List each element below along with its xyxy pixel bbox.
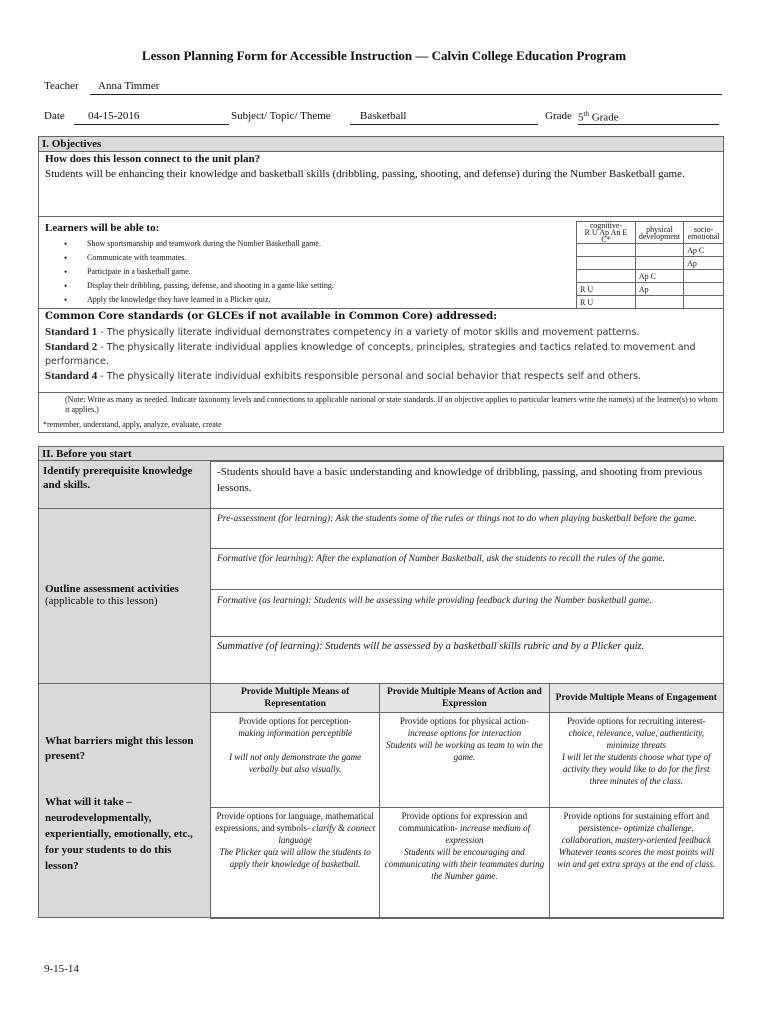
grade-field[interactable] xyxy=(578,110,719,125)
barriers-label-cell xyxy=(38,683,211,918)
objective-item: • Apply the knowledge they have learned in a Plicker quiz. xyxy=(39,293,579,307)
take-label: What will it take – neurodevelopmentally, experientially, emotionally, etc., for your students to do this lesson? xyxy=(45,796,193,872)
prereq-label: Identify prerequisite knowledge and skills. xyxy=(43,465,193,491)
subject-value: Basketball xyxy=(360,110,407,122)
objectives-section xyxy=(38,136,724,433)
teacher-value: Anna Timmer xyxy=(98,80,160,92)
objectives-footnote: *remember, understand, apply, analyze, evaluate, create xyxy=(43,420,222,429)
grade-suffix: Grade xyxy=(591,111,619,124)
tax-cell: Ap xyxy=(635,283,683,296)
objective-item: • Show sportsmanship and teamwork during the Number Basketball game. xyxy=(39,237,579,251)
teacher-label: Teacher xyxy=(44,80,79,92)
tax-cell xyxy=(577,270,636,283)
taxonomy-table xyxy=(576,221,724,309)
grade-sup: th xyxy=(583,110,589,118)
udl-cell: Provide options for recruiting interest- choice, relevance, value, authenticity, minimize threats I will let the students choose what type of activity they would like to do for the first three minutes of the class. xyxy=(549,713,723,808)
subject-label: Subject/ Topic/ Theme xyxy=(231,110,331,122)
objective-item: • Communicate with teammates. xyxy=(39,251,579,265)
tax-cell xyxy=(635,257,683,270)
date-field[interactable] xyxy=(74,110,229,125)
udl-header-action: Provide Multiple Means of Action and Expression xyxy=(380,684,549,713)
tax-cell: R U xyxy=(577,296,636,309)
learners-heading: Learners will be able to: xyxy=(45,222,160,234)
assessment-formative-as: Formative (as learning): Students will be assessing while providing feedback during the Number basketball game. xyxy=(210,589,724,637)
tax-cell xyxy=(635,296,683,309)
standard-item: Standard 4 - The physically literate individual exhibits responsible personal and social behavior that respects self and others. xyxy=(45,370,642,382)
prereq-label-cell xyxy=(38,460,211,509)
date-label: Date xyxy=(44,110,65,122)
before-heading: II. Before you start xyxy=(39,447,723,462)
footer-date: 9-15-14 xyxy=(44,963,79,975)
udl-cell: Provide options for sustaining effort and persistence- optimize challenge, collaboration, mastery-oriented feedback Whatever teams scores the most points will win and get extra sprays at the end of class. xyxy=(549,808,723,919)
tax-cell: Ap C xyxy=(684,244,724,257)
tax-cell: R U xyxy=(577,283,636,296)
tax-cell xyxy=(684,283,724,296)
assessment-formative-for: Formative (for learning): After the explanation of Number Basketball, ask the students to recall the rules of the game. xyxy=(210,548,724,590)
taxonomy-header-cognitive: cognitive- R U Ap An E C* xyxy=(577,222,636,244)
standards-list xyxy=(45,325,717,384)
udl-cell: Provide options for expression and communication- increase medium of expression Students will be encouraging and communicating with their teammates during the Number game. xyxy=(380,808,549,919)
objectives-list xyxy=(39,237,579,307)
tax-cell xyxy=(577,257,636,270)
assess-label-cell xyxy=(38,508,211,684)
standards-heading: Common Core standards (or GLCEs if not available in Common Core) addressed: xyxy=(45,311,497,322)
udl-cell: Provide options for language, mathematical expressions, and symbols- clarify & connect language The Plicker quiz will allow the students to apply their knowledge of basketball. xyxy=(211,808,380,919)
grade-value: 5 xyxy=(578,111,584,124)
date-value: 04-15-2016 xyxy=(88,110,140,122)
standard-item: Standard 1 - The physically literate individual demonstrates competency in a variety of motor skills and movement patterns. xyxy=(45,326,640,338)
objectives-heading: I. Objectives xyxy=(39,137,723,152)
teacher-field[interactable] xyxy=(90,80,722,95)
udl-header-engagement: Provide Multiple Means of Engagement xyxy=(549,684,723,713)
udl-cell: Provide options for perception- making information perceptible I will not only demonstrate the game verbally but also visually. xyxy=(211,713,380,808)
objectives-note: (Note: Write as many as needed. Indicate taxonomy levels and connections to applicable national or state standards. If an objective applies to particular learners write the name(s) of the learner(s) to whom it applies.) xyxy=(65,395,718,414)
tax-cell xyxy=(684,296,724,309)
taxonomy-header-physical: physical development xyxy=(635,222,683,244)
prereq-text-cell xyxy=(210,460,724,509)
connect-question: How does this lesson connect to the unit plan? xyxy=(45,153,261,165)
grade-label: Grade xyxy=(545,110,572,122)
tax-cell xyxy=(635,244,683,257)
udl-header-representation: Provide Multiple Means of Representation xyxy=(211,684,380,713)
tax-cell: Ap xyxy=(684,257,724,270)
assess-label: Outline assessment activities xyxy=(45,583,179,595)
tax-cell: Ap C xyxy=(635,270,683,283)
objective-item: • Display their dribbling, passing, defense, and shooting in a game like setting. xyxy=(39,279,579,293)
prereq-text: -Students should have a basic understanding and knowledge of dribbling, passing, and shooting from previous lessons. xyxy=(217,466,703,494)
udl-table xyxy=(210,683,724,919)
page-title: Lesson Planning Form for Accessible Instruction — Calvin College Education Program xyxy=(141,48,627,63)
tax-cell xyxy=(577,244,636,257)
assessment-pre: Pre-assessment (for learning): Ask the students some of the rules or things not to do when playing basketball before the game. xyxy=(210,508,724,549)
tax-cell xyxy=(684,270,724,283)
barriers-label: What barriers might this lesson present? xyxy=(45,735,194,762)
connect-answer: Students will be enhancing their knowledge and basketball skills (dribbling, passing, shooting, and defense) during the Number Basketball game. xyxy=(45,168,685,180)
assess-sub: (applicable to this lesson) xyxy=(45,595,158,607)
objective-item: • Participate in a basketball game. xyxy=(39,265,579,279)
taxonomy-header-socio: socio- emotional xyxy=(684,222,724,244)
subject-field[interactable] xyxy=(350,110,538,125)
assessment-summative: Summative (of learning): Students will be assessed by a basketball skills rubric and by a Plicker quiz. xyxy=(210,636,724,684)
standard-item: Standard 2 - The physically literate individual applies knowledge of concepts, principles, strategies and tactics related to movement and performance. xyxy=(45,341,696,367)
udl-cell: Provide options for physical action- increase options for interaction Students will be working as team to win the game. xyxy=(380,713,549,808)
